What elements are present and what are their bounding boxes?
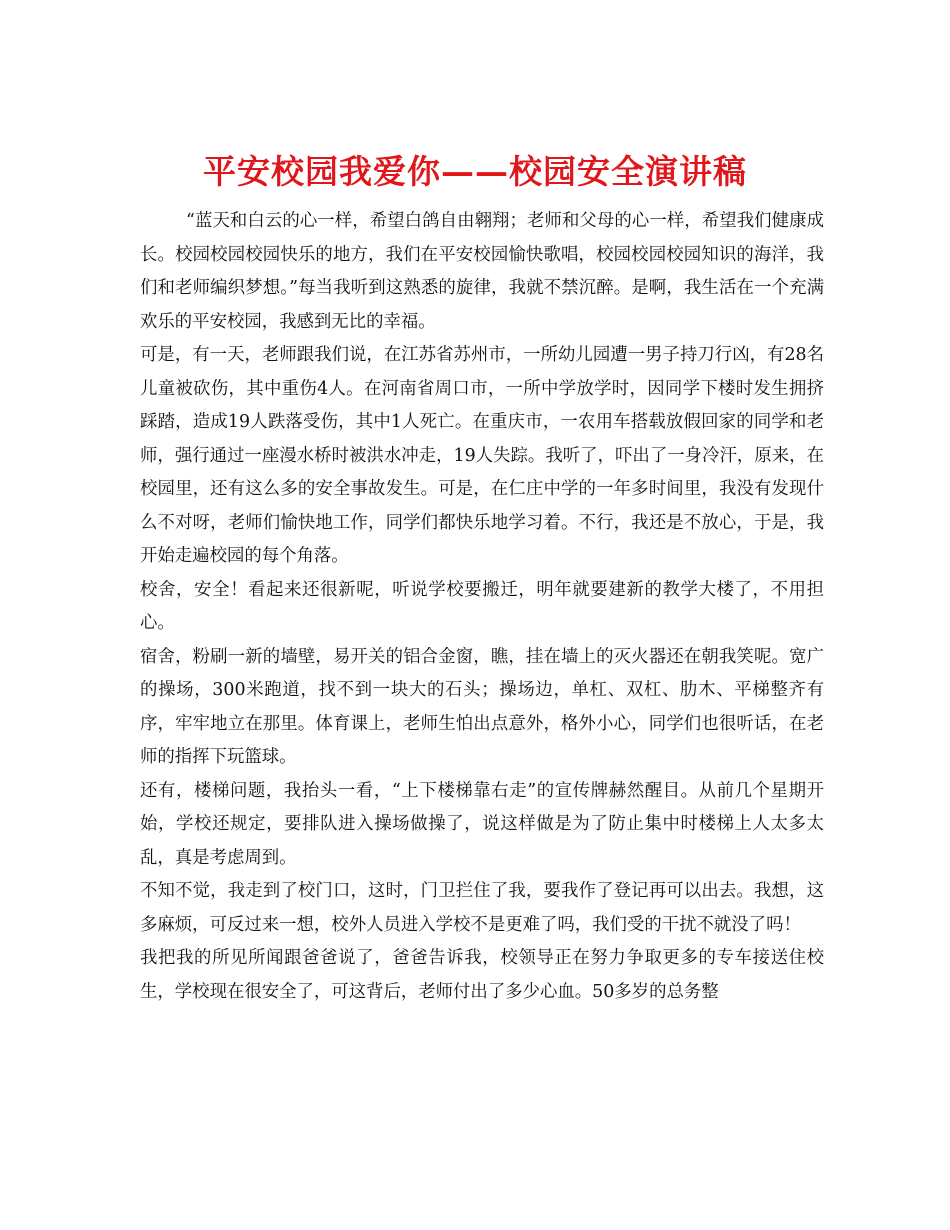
document-title: 平安校园我爱你——校园安全演讲稿 <box>203 152 747 192</box>
paragraph-school-buildings: 校舍，安全！看起来还很新呢，听说学校要搬迁，明年就要建新的教学大楼了，不用担心。 <box>140 579 824 633</box>
paragraph-incidents: 可是，有一天，老师跟我们说，在江苏省苏州市，一所幼儿园遭一男子持刀行凶，有28名儿童被砍伤，其中重伤4人。在河南省周口市，一所中学放学时，因同学下楼时发生拥挤踩踏，造成19人跌落受伤，其中1人死亡。在重庆市，一农用车搭载放假回家的同学和老师，强行通过一座漫水桥时被洪水冲走，19人失踪。我听了，吓出了一身冷汗，原来，在校园里，还有这么多的安全事故发生。可是，在仁庄中学的一年多时间里，我没有发现什么不对呀，老师们愉快地工作，同学们都快乐地学习着。不行，我还是不放心，于是，我开始走遍校园的每个角落。 <box>140 345 824 566</box>
paragraph-stairs: 还有，楼梯问题，我抬头一看，“上下楼梯靠右走”的宣传牌赫然醒目。从前几个星期开始，学校还规定，要排队进入操场做操了，说这样做是为了防止集中时楼梯上人太多太乱，真是考虑周到。 <box>140 780 824 868</box>
paragraph-father-talk: 我把我的所见所闻跟爸爸说了，爸爸告诉我，校领导正在努力争取更多的专车接送住校生，学校现在很安全了，可这背后，老师付出了多少心血。50多岁的总务整 <box>140 948 824 1002</box>
paragraph-dormitory-playground: 宿舍，粉刷一新的墙壁，易开关的铝合金窗，瞧，挂在墙上的灭火器还在朝我笑呢。宽广的操场，300米跑道，找不到一块大的石头；操场边，单杠、双杠、肋木、平梯整齐有序，牢牢地立在那里。体育课上，老师生怕出点意外，格外小心，同学们也很听话，在老师的指挥下玩篮球。 <box>140 646 824 767</box>
paragraph-school-gate: 不知不觉，我走到了校门口，这时，门卫拦住了我，要我作了登记再可以出去。我想，这多麻烦，可反过来一想，校外人员进入学校不是更难了吗，我们受的干扰不就没了吗！ <box>140 881 824 935</box>
paragraph-intro: “蓝天和白云的心一样，希望白鸽自由翱翔；老师和父母的心一样，希望我们健康成长。校园校园校园快乐的地方，我们在平安校园愉快歌唱，校园校园校园知识的海洋，我们和老师编织梦想。”每当我听到这熟悉的旋律，我就不禁沉醉。是啊，我生活在一个充满欢乐的平安校园，我感到无比的幸福。 <box>140 211 824 332</box>
document-body <box>140 205 824 1009</box>
